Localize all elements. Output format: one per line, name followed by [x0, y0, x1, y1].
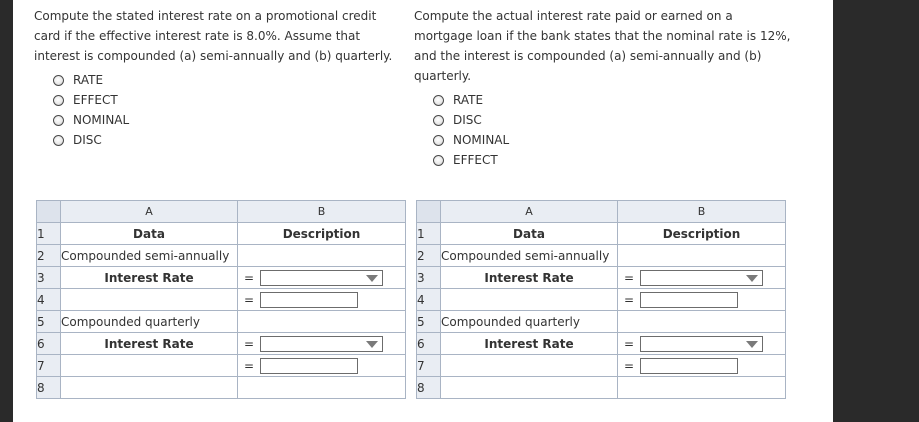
dropdown-arrow-icon[interactable] [746, 341, 758, 348]
semi-annually-label: Compounded semi-annually [441, 245, 618, 267]
row-number: 6 [417, 333, 441, 355]
radio-button-icon[interactable] [53, 115, 64, 126]
right-function-options [433, 90, 794, 170]
radio-button-icon[interactable] [433, 115, 444, 126]
interest-rate-label: Interest Rate [441, 333, 618, 355]
equals-sign: = [623, 358, 635, 373]
row-number: 1 [417, 223, 441, 245]
option-label: DISC [453, 113, 482, 127]
empty-cell [618, 245, 786, 267]
interest-rate-label: Interest Rate [441, 267, 618, 289]
row-number: 7 [37, 355, 61, 377]
right-option-rate[interactable] [433, 90, 794, 110]
column-header-b: B [618, 201, 786, 223]
data-header-cell: Data [441, 223, 618, 245]
answer-cell [618, 333, 786, 355]
row-number: 5 [37, 311, 61, 333]
option-label: NOMINAL [73, 113, 130, 127]
radio-button-icon[interactable] [53, 135, 64, 146]
option-label: NOMINAL [453, 133, 510, 147]
row-number: 2 [417, 245, 441, 267]
equals-sign: = [623, 270, 635, 285]
equals-sign: = [243, 270, 255, 285]
empty-cell [618, 311, 786, 333]
empty-cell [618, 377, 786, 399]
interest-rate-label: Interest Rate [61, 267, 238, 289]
empty-cell [238, 245, 406, 267]
empty-cell [61, 289, 238, 311]
left-spreadsheet [36, 200, 406, 399]
left-option-disc[interactable] [53, 130, 404, 150]
right-question-text: Compute the actual interest rate paid or earned on a mortgage loan if the bank states that the nominal rate is 12%, and the interest is compounded (a) semi-annually and (b) quarterly. [414, 9, 791, 83]
equals-sign: = [243, 358, 255, 373]
corner-cell [417, 201, 441, 223]
row-number: 7 [417, 355, 441, 377]
answer-cell [238, 267, 406, 289]
answer-cell [238, 355, 406, 377]
column-header-a: A [61, 201, 238, 223]
empty-cell [441, 289, 618, 311]
function-dropdown[interactable] [260, 270, 383, 286]
row-number: 4 [37, 289, 61, 311]
empty-cell [238, 377, 406, 399]
row-number: 5 [417, 311, 441, 333]
empty-cell [441, 377, 618, 399]
column-header-a: A [441, 201, 618, 223]
answer-input[interactable] [260, 358, 358, 374]
right-option-disc[interactable] [433, 110, 794, 130]
left-option-rate[interactable] [53, 70, 404, 90]
column-header-b: B [238, 201, 406, 223]
empty-cell [61, 355, 238, 377]
answer-cell [618, 355, 786, 377]
row-number: 2 [37, 245, 61, 267]
semi-annually-label: Compounded semi-annually [61, 245, 238, 267]
option-label: DISC [73, 133, 102, 147]
radio-button-icon[interactable] [433, 95, 444, 106]
equals-sign: = [243, 292, 255, 307]
row-number: 6 [37, 333, 61, 355]
equals-sign: = [623, 292, 635, 307]
radio-button-icon[interactable] [433, 155, 444, 166]
function-dropdown[interactable] [640, 336, 763, 352]
answer-cell [618, 267, 786, 289]
function-dropdown[interactable] [640, 270, 763, 286]
answer-cell [238, 289, 406, 311]
description-header-cell: Description [238, 223, 406, 245]
content-page [13, 0, 833, 422]
row-number: 1 [37, 223, 61, 245]
equals-sign: = [623, 336, 635, 351]
function-dropdown[interactable] [260, 336, 383, 352]
answer-cell [238, 333, 406, 355]
radio-button-icon[interactable] [433, 135, 444, 146]
dropdown-arrow-icon[interactable] [366, 275, 378, 282]
data-header-cell: Data [61, 223, 238, 245]
option-label: EFFECT [73, 93, 118, 107]
empty-cell [441, 355, 618, 377]
quarterly-label: Compounded quarterly [61, 311, 238, 333]
interest-rate-label: Interest Rate [61, 333, 238, 355]
left-question-text: Compute the stated interest rate on a promotional credit card if the effective interest rate is 8.0%. Assume that interest is compounded (a) semi-annually and (b) quarterly. [34, 9, 393, 63]
right-spreadsheet [416, 200, 786, 399]
right-problem [414, 6, 794, 170]
empty-cell [238, 311, 406, 333]
row-number: 3 [417, 267, 441, 289]
row-number: 3 [37, 267, 61, 289]
option-label: EFFECT [453, 153, 498, 167]
left-function-options [53, 70, 404, 150]
radio-button-icon[interactable] [53, 75, 64, 86]
right-option-effect[interactable] [433, 150, 794, 170]
answer-input[interactable] [640, 358, 738, 374]
answer-input[interactable] [260, 292, 358, 308]
dropdown-arrow-icon[interactable] [746, 275, 758, 282]
left-problem [34, 6, 404, 150]
row-number: 8 [417, 377, 441, 399]
empty-cell [61, 377, 238, 399]
dropdown-arrow-icon[interactable] [366, 341, 378, 348]
answer-cell [618, 289, 786, 311]
quarterly-label: Compounded quarterly [441, 311, 618, 333]
row-number: 4 [417, 289, 441, 311]
option-label: RATE [453, 93, 484, 107]
right-option-nominal[interactable] [433, 130, 794, 150]
row-number: 8 [37, 377, 61, 399]
option-label: RATE [73, 73, 104, 87]
answer-input[interactable] [640, 292, 738, 308]
corner-cell [37, 201, 61, 223]
radio-button-icon[interactable] [53, 95, 64, 106]
left-option-nominal[interactable] [53, 110, 404, 130]
description-header-cell: Description [618, 223, 786, 245]
equals-sign: = [243, 336, 255, 351]
left-option-effect[interactable] [53, 90, 404, 110]
